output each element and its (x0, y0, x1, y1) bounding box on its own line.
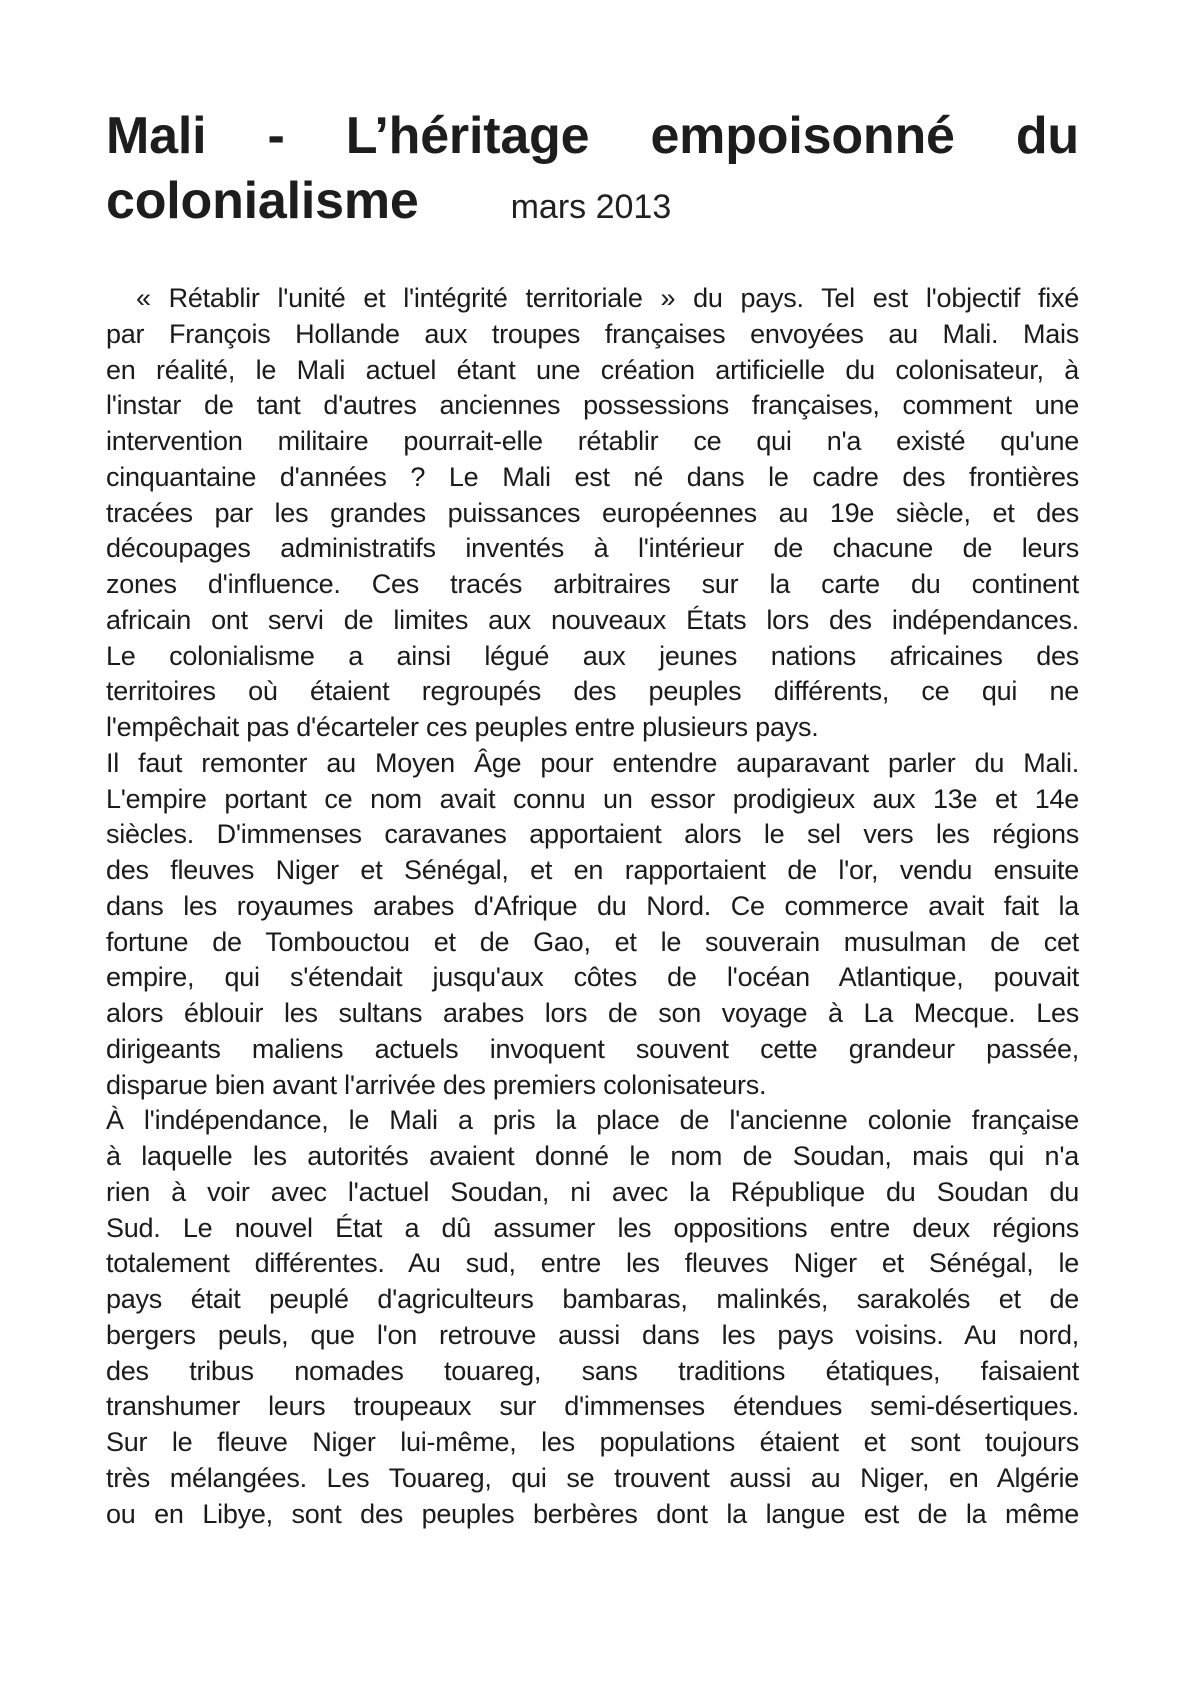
body-text-line: fortune de Tombouctou et de Gao, et le souverain musulman de cet (106, 926, 1079, 957)
article-title-line-1: Mali - L’héritage empoisonné du (106, 107, 1079, 165)
body-text-line: des tribus nomades touareg, sans traditions étatiques, faisaient (106, 1355, 1079, 1386)
body-text-line: l'instar de tant d'autres anciennes possessions françaises, comment une (106, 390, 1079, 421)
body-text-line: transhumer leurs troupeaux sur d'immenses étendues semi-désertiques. (106, 1391, 1079, 1422)
body-text-line: dans les royaumes arabes d'Afrique du Nord. Ce commerce avait fait la (106, 890, 1079, 921)
article-title (106, 104, 1079, 234)
body-text-line: Sur le fleuve Niger lui-même, les populations étaient et sont toujours (106, 1427, 1079, 1457)
publication-date: mars 2013 (510, 188, 672, 226)
body-text-line: intervention militaire pourrait-elle rétablir ce qui n'a existé qu'une (106, 426, 1079, 456)
article-title-word: colonialisme (106, 172, 419, 230)
body-text-line: en réalité, le Mali actuel étant une création artificielle du colonisateur, à (106, 354, 1079, 385)
body-text-line: empire, qui s'étendait jusqu'aux côtes de l'océan Atlantique, pouvait (106, 962, 1079, 993)
body-text-line: Il faut remonter au Moyen Âge pour entendre auparavant parler du Mali. (106, 747, 1079, 778)
body-text-line: tracées par les grandes puissances européennes au 19e siècle, et des (106, 497, 1079, 528)
body-text-line: À l'indépendance, le Mali a pris la place de l'ancienne colonie française (106, 1105, 1079, 1136)
article-title-line-2 (106, 169, 1079, 234)
body-text-line: L'empire portant ce nom avait connu un essor prodigieux aux 13e et 14e (106, 783, 1079, 814)
body-text-line: par François Hollande aux troupes françaises envoyées au Mali. Mais (106, 318, 1079, 349)
article-body (106, 281, 1079, 1532)
body-text-line: Le colonialisme a ainsi légué aux jeunes nations africaines des (106, 640, 1079, 671)
body-text-line: siècles. D'immenses caravanes apportaient alors le sel vers les régions (106, 819, 1079, 850)
body-text-line: dirigeants maliens actuels invoquent souvent cette grandeur passée, (106, 1033, 1079, 1064)
body-text-line: disparue bien avant l'arrivée des premiers colonisateurs. (106, 1069, 767, 1100)
body-text-line: très mélangées. Les Touareg, qui se trouvent aussi au Niger, en Algérie (106, 1462, 1079, 1493)
body-text-line: « Rétablir l'unité et l'intégrité territoriale » du pays. Tel est l'objectif fixé (136, 283, 1079, 313)
body-text-line: zones d'influence. Ces tracés arbitraires sur la carte du continent (106, 569, 1079, 599)
body-text-line: alors éblouir les sultans arabes lors de son voyage à La Mecque. Les (106, 998, 1079, 1028)
body-text-line: découpages administratifs inventés à l'intérieur de chacune de leurs (106, 533, 1079, 564)
body-text-line: ou en Libye, sont des peuples berbères dont la langue est de la même (106, 1498, 1079, 1529)
body-text-line: Sud. Le nouvel État a dû assumer les oppositions entre deux régions (106, 1212, 1079, 1243)
body-text-line: africain ont servi de limites aux nouveaux États lors des indépendances. (106, 604, 1079, 635)
body-text-line: des fleuves Niger et Sénégal, et en rapportaient de l'or, vendu ensuite (106, 855, 1079, 885)
body-text-line: territoires où étaient regroupés des peuples différents, ce qui ne (106, 676, 1079, 707)
body-text-line: cinquantaine d'années ? Le Mali est né dans le cadre des frontières (106, 461, 1079, 492)
body-text-line: l'empêchait pas d'écarteler ces peuples entre plusieurs pays. (106, 712, 819, 742)
body-text-line: rien à voir avec l'actuel Soudan, ni avec la République du Soudan du (106, 1176, 1079, 1207)
body-text-line: totalement différentes. Au sud, entre les fleuves Niger et Sénégal, le (106, 1248, 1079, 1279)
body-text-line: à laquelle les autorités avaient donné le nom de Soudan, mais qui n'a (106, 1141, 1079, 1171)
body-text-line: pays était peuplé d'agriculteurs bambaras, malinkés, sarakolés et de (106, 1284, 1079, 1314)
body-text-line: bergers peuls, que l'on retrouve aussi dans les pays voisins. Au nord, (106, 1319, 1079, 1350)
